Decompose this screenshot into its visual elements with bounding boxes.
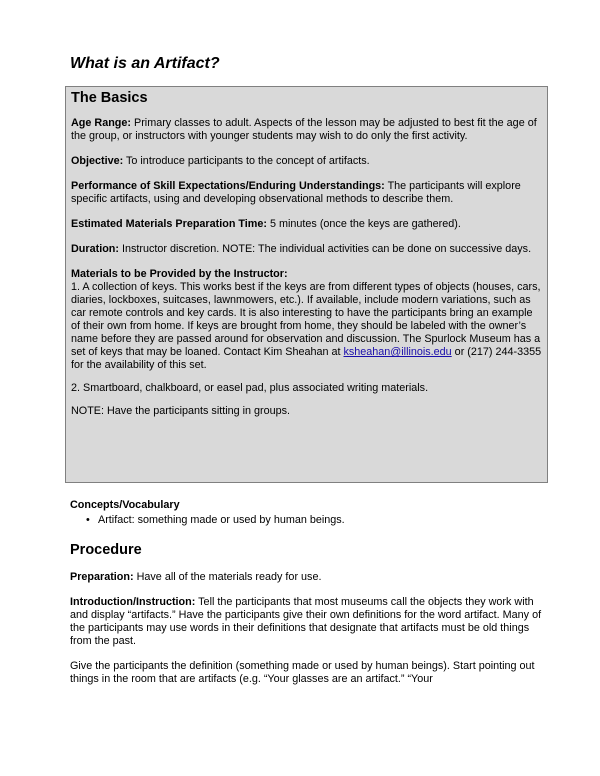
concepts-list-item: • Artifact: something made or used by human beings. <box>88 514 550 527</box>
duration-paragraph <box>71 243 542 256</box>
materials-text-end: or (217) 244-3355 for the availability of this set. <box>71 346 542 371</box>
preparation-paragraph <box>70 571 550 584</box>
age-range-text: Primary classes to adult. Aspects of the lesson may be adjusted to best fit the age of the group, or instructors with younger students may wish to do only the first activity. <box>71 117 537 142</box>
performance-text: The participants will explore specific artifacts, using and developing observational methods to describe them. <box>71 180 521 205</box>
preparation-text: Have all of the materials ready for use. <box>133 571 322 583</box>
basics-box <box>65 86 548 483</box>
age-range-label: Age Range: <box>71 117 131 129</box>
email-link[interactable]: ksheahan@illinois.edu <box>343 346 452 358</box>
objective-text: To introduce participants to the concept of artifacts. <box>123 155 370 167</box>
duration-label: Duration: <box>71 243 119 255</box>
prep-time-text: 5 minutes (once the keys are gathered). <box>267 218 461 230</box>
preparation-label: Preparation: <box>70 571 134 583</box>
age-range-paragraph <box>71 117 542 143</box>
prep-time-label: Estimated Materials Preparation Time: <box>71 218 268 230</box>
performance-label: Performance of Skill Expectations/Enduring Understandings: <box>71 180 385 192</box>
concepts-list <box>70 514 550 527</box>
duration-text: Instructor discretion. NOTE: The individual activities can be done on successive days. <box>118 243 532 255</box>
performance-paragraph <box>71 180 542 206</box>
concepts-section <box>70 499 550 527</box>
materials-paragraph <box>71 268 542 372</box>
objective-paragraph <box>71 155 542 168</box>
materials-text: 1. A collection of keys. This works best if the keys are from different types of objects (houses, cars, diaries, lockboxes, suitcases, lawnmowers, etc.). If available, include modern variations, such as car remote controls and key cards. It is also interesting to have the participants bring an example of their own from home. If keys are brought from home, they should be labeled with the owner’s name before they are passed around for observation and discussion. The Spurlock Museum has a set of keys that may be loaned. Contact Kim Sheahan at <box>71 281 541 358</box>
procedure-heading: Procedure <box>70 542 142 558</box>
basics-heading: The Basics <box>71 90 148 106</box>
page-title: What is an Artifact? <box>70 55 220 72</box>
prep-time-paragraph <box>71 218 542 231</box>
introduction-label: Introduction/Instruction: <box>70 596 196 608</box>
concepts-heading: Concepts/Vocabulary <box>70 499 180 511</box>
definition-paragraph: Give the participants the definition (something made or used by human beings). Start pointing out things in the room that are artifacts (e.g. “Your glasses are an artifact.” “Your <box>70 660 535 685</box>
objective-label: Objective: <box>71 155 124 167</box>
note-paragraph: NOTE: Have the participants sitting in groups. <box>71 405 291 417</box>
materials-item-2: 2. Smartboard, chalkboard, or easel pad, plus associated writing materials. <box>71 382 429 394</box>
procedure-body <box>70 571 550 698</box>
introduction-text: Tell the participants that most museums call the objects they work with and display “artifacts.” Have the participants give their own definitions for the word artifact. Many of the participants may use words in their definitions that designate that artifacts must be old things from the past. <box>70 596 542 647</box>
materials-label: Materials to be Provided by the Instructor: <box>71 268 288 280</box>
introduction-paragraph <box>70 596 550 648</box>
